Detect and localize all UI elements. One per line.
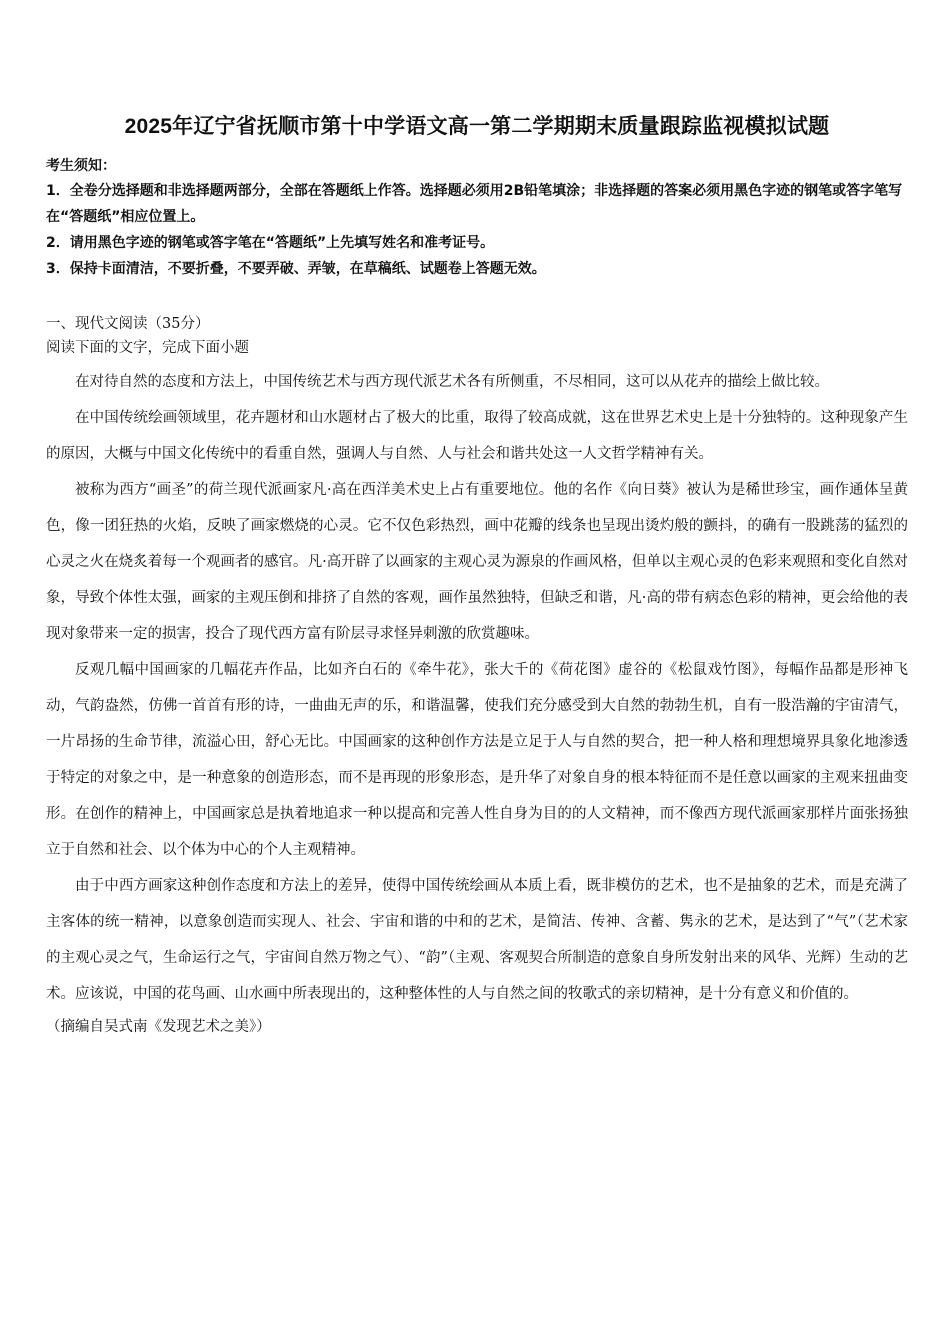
section-heading: 一、现代文阅读（35分） xyxy=(46,316,210,332)
passage-source: （摘编自吴式南《发现艺术之美》） xyxy=(46,1019,271,1035)
passage-paragraph-5: 由于中西方画家这种创作态度和方法上的差异，使得中国传统绘画从本质上看，既非模仿的艺术，也不是抽象的艺术，而是充满了主客体的统一精神，以意象创造而实现人、社会、宇宙和谐的中和的艺术，是简洁、传神、含蓄、隽永的艺术，是达到了“气”（艺术家的主观心灵之气，生命运行之气，宇宙间自然万物之气）、“韵”（主观、客观契合所制造的意象自身所发射出来的风华、光辉）生动的艺术。应该说，中国的花鸟画、山水画中所表现出的，这种整体性的人与自然之间的牧歌式的亲切精神，是十分有意义和价值的。 xyxy=(46,878,908,1002)
exam-page xyxy=(46,112,908,1042)
notice-item-1: 1．全卷分选择题和非选择题两部分，全部在答题纸上作答。选择题必须用2B铅笔填涂；非选择题的答案必须用黑色字迹的钢笔或答字笔写在“答题纸”相应位置上。 xyxy=(46,183,903,225)
notice-heading: 考生须知： xyxy=(46,158,116,174)
passage-paragraph-2: 在中国传统绘画领域里，花卉题材和山水题材占了极大的比重，取得了较高成就，这在世界艺术史上是十分独特的。这种现象产生的原因，大概与中国文化传统中的看重自然，强调人与自然、人与社会和谐共处这一人文哲学精神有关。 xyxy=(46,410,908,462)
passage-paragraph-1: 在对待自然的态度和方法上，中国传统艺术与西方现代派艺术各有所侧重，不尽相同，这可以从花卉的描绘上做比较。 xyxy=(75,374,829,390)
reading-instruction: 阅读下面的文字，完成下面小题 xyxy=(46,340,249,356)
notice-item-2: 2．请用黑色字迹的钢笔或答字笔在“答题纸”上先填写姓名和准考证号。 xyxy=(46,235,495,251)
notice-item-3: 3．保持卡面清洁，不要折叠，不要弄破、弄皱，在草稿纸、试题卷上答题无效。 xyxy=(46,261,546,277)
page-title: 2025年辽宁省抚顺市第十中学语文高一第二学期期末质量跟踪监视模拟试题 xyxy=(124,115,830,138)
passage-paragraph-4: 反观几幅中国画家的几幅花卉作品，比如齐白石的《牵牛花》，张大千的《荷花图》虚谷的《松鼠戏竹图》，每幅作品都是形神飞动，气韵盎然，仿佛一首首有形的诗，一曲曲无声的乐，和谐温馨，使我们充分感受到大自然的勃勃生机，自有一股浩瀚的宇宙清气，一片昂扬的生命节律，流溢心田，舒心无比。中国画家的这种创作方法是立足于人与自然的契合，把一种人格和理想境界具象化地渗透于特定的对象之中，是一种意象的创造形态，而不是再现的形象形态，是升华了对象自身的根本特征而不是任意以画家的主观来扭曲变形。在创作的精神上，中国画家总是执着地追求一种以提高和完善人性自身为目的的人文精神，而不像西方现代派画家那样片面张扬独立于自然和社会、以个体为中心的个人主观精神。 xyxy=(46,662,908,858)
passage-paragraph-3: 被称为西方“画圣”的荷兰现代派画家凡·高在西洋美术史上占有重要地位。他的名作《向日葵》被认为是稀世珍宝，画作通体呈黄色，像一团狂热的火焰，反映了画家燃烧的心灵。它不仅色彩热烈，画中花瓣的线条也呈现出烫灼般的颤抖，的确有一股跳荡的猛烈的心灵之火在烧炙着每一个观画者的感官。凡·高开辟了以画家的主观心灵为源泉的作画风格，但单以主观心灵的色彩来观照和变化自然对象，导致个体性太强，画家的主观压倒和排挤了自然的客观，画作虽然独特，但缺乏和谐，凡·高的带有病态色彩的精神，更会给他的表现对象带来一定的损害，投合了现代西方富有阶层寻求怪异刺激的欣赏趣味。 xyxy=(46,482,908,642)
